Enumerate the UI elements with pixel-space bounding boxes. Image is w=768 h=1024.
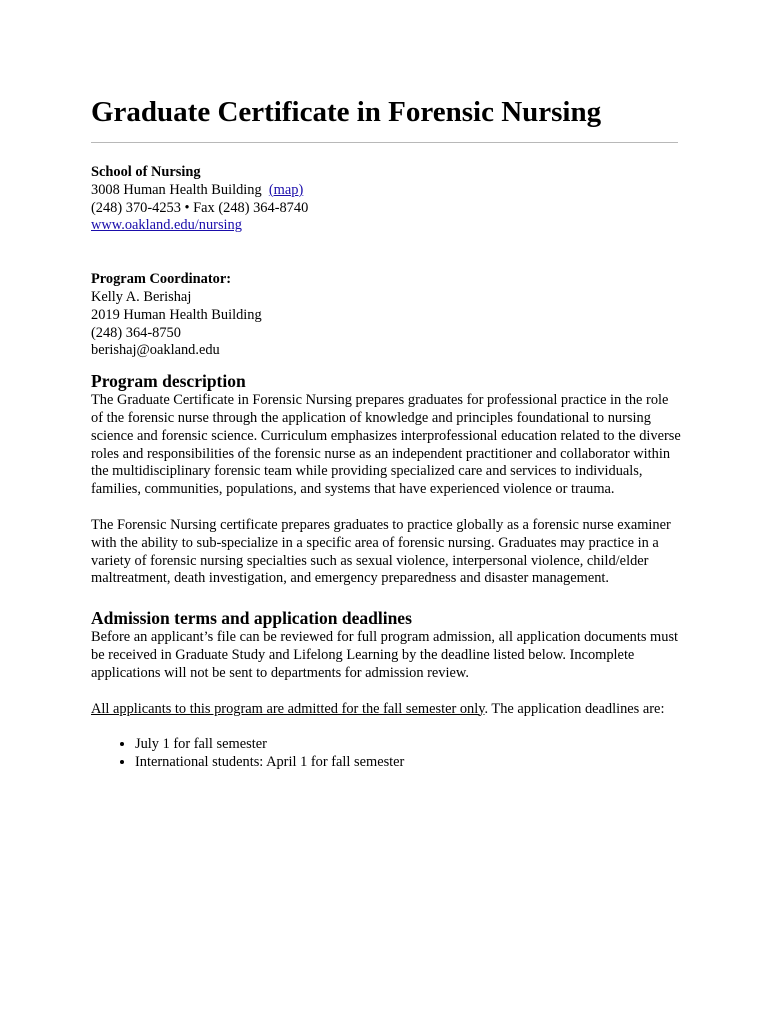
map-link[interactable]: (map) <box>268 181 304 198</box>
coordinator-phone: (248) 364-8750 <box>91 324 181 341</box>
deadline-item: • July 1 for fall semester <box>135 736 679 754</box>
paragraph-spacer <box>91 499 679 517</box>
admission-paragraph-2 <box>91 701 681 719</box>
school-contact-block <box>91 164 679 235</box>
page-title: Graduate Certificate in Forensic Nursing <box>91 96 602 128</box>
coordinator-address: 2019 Human Health Building <box>91 306 262 323</box>
coordinator-email: berishaj@oakland.edu <box>91 342 220 359</box>
school-phone-fax: (248) 370-4253 • Fax (248) 364-8740 <box>91 199 309 216</box>
coordinator-heading: Program Coordinator: <box>91 271 232 288</box>
coordinator-block <box>91 271 679 360</box>
program-description-paragraph-2: The Forensic Nursing certificate prepares graduates to practice globally as a forensic nurse examiner with the ability to sub-specialize in a specific area of forensic nursing. Graduates may practice in a variety of forensic nursing specialties such as sexual violence, interpersonal violence, child/elder maltreatment, death investigation, and emergency preparedness and disaster management. <box>91 516 671 587</box>
school-name: School of Nursing <box>91 164 201 180</box>
fall-only-notice: All applicants to this program are admitted for the fall semester only <box>91 700 485 717</box>
document-page <box>91 94 679 772</box>
school-website-link[interactable]: www.oakland.edu/nursing <box>91 217 242 234</box>
coordinator-name: Kelly A. Berishaj <box>91 288 192 305</box>
admission-heading: Admission terms and application deadlines <box>91 608 412 629</box>
school-address: 3008 Human Health Building <box>91 181 262 198</box>
deadline-list <box>91 736 679 772</box>
deadlines-intro: . The application deadlines are: <box>484 700 665 717</box>
admission-paragraph-1: Before an applicant’s file can be reviewed for full program admission, all application documents must be received in Graduate Study and Lifelong Learning by the deadline listed below. Incomplete applications will not be sent to departments for admission review. <box>91 629 679 681</box>
deadline-item: • International students: April 1 for fall semester <box>135 754 679 772</box>
program-description-paragraph-1: The Graduate Certificate in Forensic Nursing prepares graduates for professional practice in the role of the forensic nurse through the application of knowledge and principles foundational to nursing science and forensic science. Curriculum emphasizes interprofessional education related to the diverse roles and responsibilities of the forensic nurse as an independent practitioner and collaborator within the multidisciplinary forensic team while providing specialized care and services to individuals, families, communities, populations, and systems that have experienced violence or trauma. <box>91 392 681 498</box>
title-divider <box>91 142 678 143</box>
school-address-line <box>91 182 679 200</box>
program-description-heading: Program description <box>91 371 246 392</box>
paragraph-spacer <box>91 683 679 701</box>
